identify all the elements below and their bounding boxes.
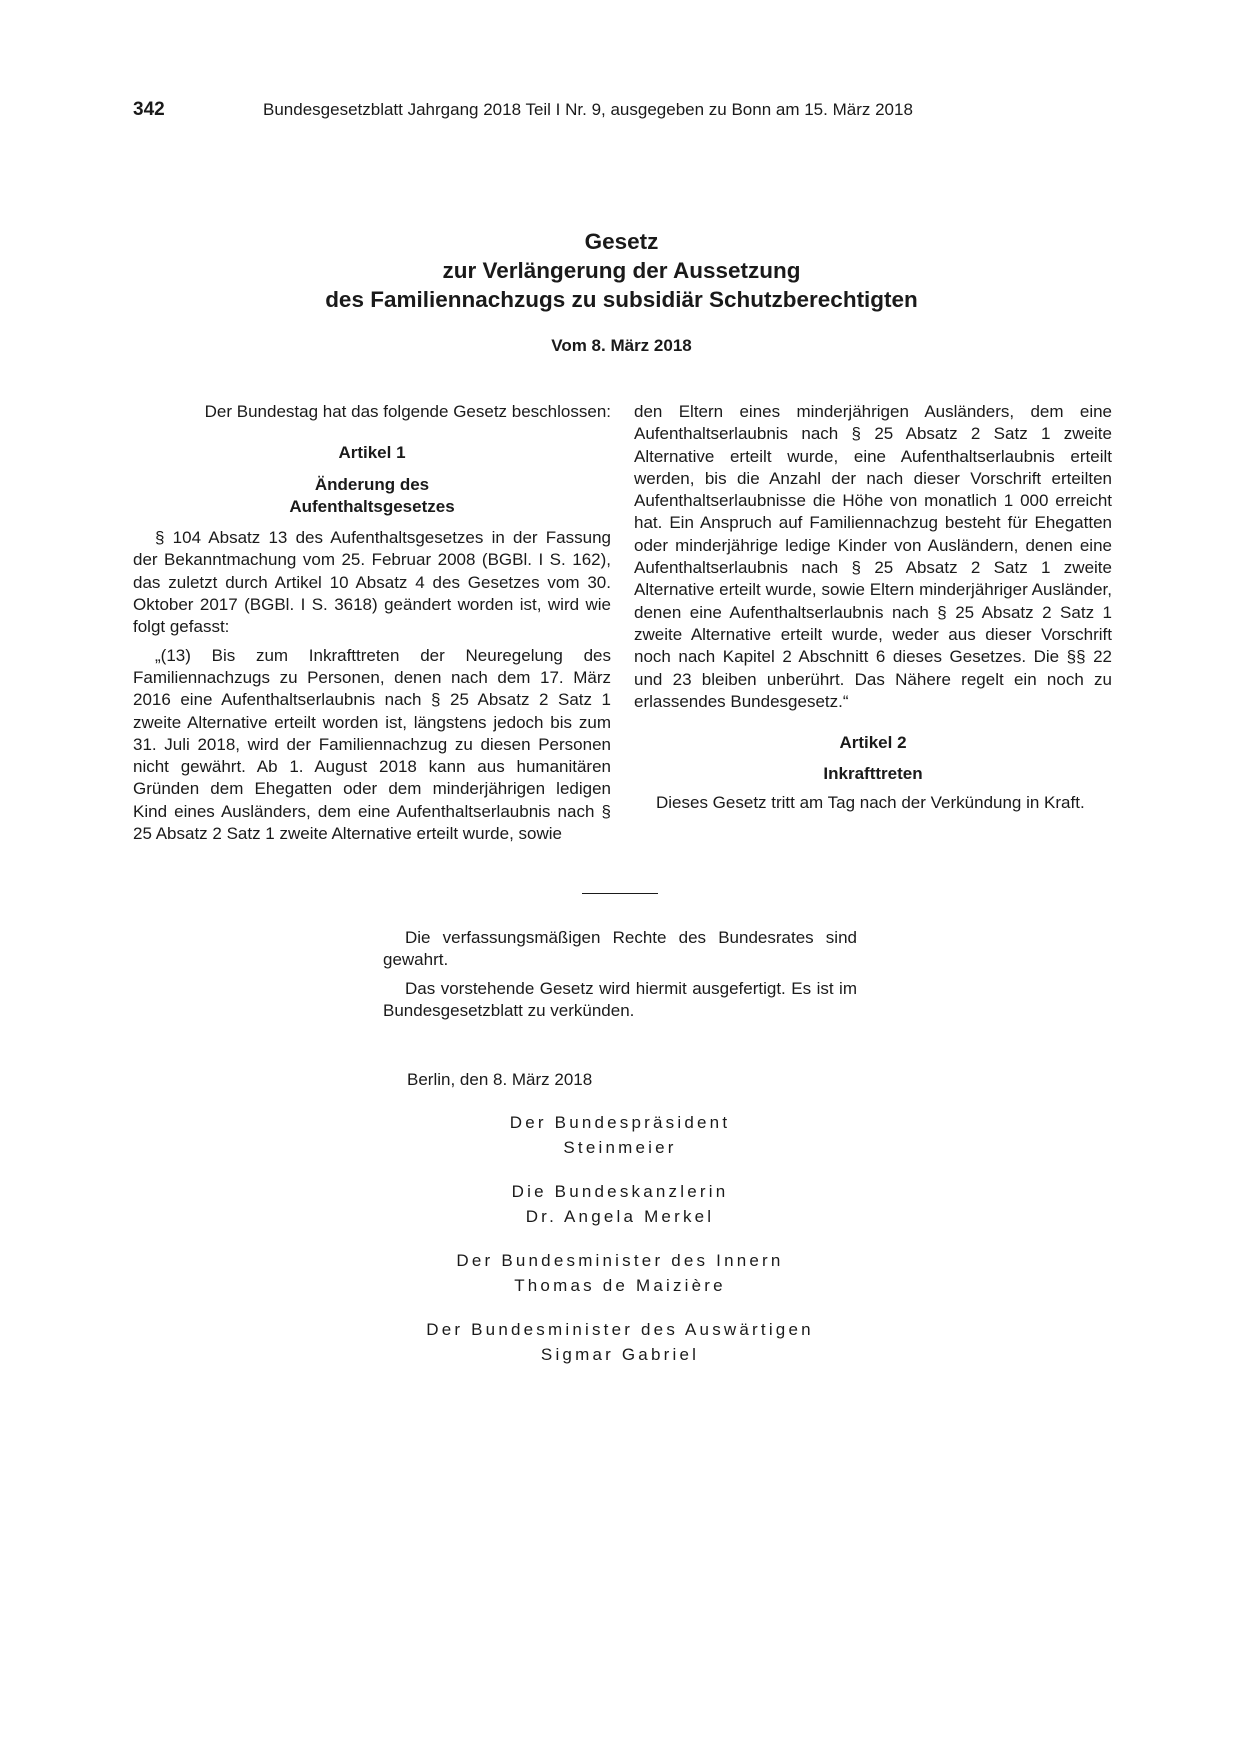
page-header (133, 99, 1113, 123)
signatory-name: Dr. Angela Merkel (525, 1206, 715, 1226)
signatory-office: Die Bundeskanzlerin (511, 1182, 729, 1201)
article-1-paragraph-2-part-2: den Eltern eines minderjährigen Ausländers, dem eine Aufenthaltserlaubnis nach § 25 Absatz 2 Satz 1 zweite Alternative erteilt wurde, eine Aufenthaltserlaubnis erteilt werden, bis die Anzahl der nach dieser Vorschrift erteilten Aufenthaltserlaubnisse die Höhe von monatlich 1 000 erreicht hat. Ein Anspruch auf Familiennachzug besteht für Ehegatten oder minderjährige ledige Kinder von Ausländern, denen eine Aufenthaltserlaubnis nach § 25 Absatz 2 Satz 1 zweite Alternative erteilt wurde, sowie Eltern minderjähriger Ausländer, denen eine Aufenthaltserlaubnis nach § 25 Absatz 2 Satz 1 zweite Alternative erteilt wurde, weder aus dieser Vorschrift noch nach Kapitel 2 Abschnitt 6 dieses Gesetzes. Die §§ 22 und 23 bleiben unberührt. Das Nähere regelt ein noch zu erlassendes Bundesgesetz.“ (634, 402, 1112, 711)
article-1-heading-line-1: Änderung des (314, 474, 430, 494)
law-title-line-1: Gesetz (584, 229, 659, 254)
closing-paragraph-2: Das vorstehende Gesetz wird hiermit ausgefertigt. Es ist im Bundesgesetzblatt zu verkünden. (383, 978, 857, 1020)
gazette-citation: Bundesgesetzblatt Jahrgang 2018 Teil I Nr. 9, ausgegeben zu Bonn am 15. März 2018 (263, 100, 913, 119)
signatory-name: Sigmar Gabriel (540, 1344, 700, 1364)
signatory (383, 1249, 857, 1298)
signatory (383, 1318, 857, 1367)
intro-text: Der Bundestag hat das folgende Gesetz beschlossen: (204, 402, 611, 421)
article-2-heading: Inkrafttreten (823, 764, 923, 784)
law-title (120, 227, 1123, 314)
signatory-office: Der Bundesminister des Innern (456, 1251, 784, 1270)
left-column (133, 401, 611, 845)
signatory (383, 1180, 857, 1229)
page-number: 342 (133, 99, 165, 120)
signatory-name: Steinmeier (563, 1137, 677, 1157)
article-1-heading-line-2: Aufenthaltsgesetzes (289, 496, 455, 516)
article-1-paragraph-1: § 104 Absatz 13 des Aufenthaltsgesetzes in der Fassung der Bekanntmachung vom 25. Februar 2008 (BGBl. I S. 162), das zuletzt durch Artikel 10 Absatz 4 des Gesetzes vom 30. Oktober 2017 (BGBl. I S. 3618) geändert worden ist, wird wie folgt gefasst: (133, 528, 611, 637)
closing-paragraph-1: Die verfassungsmäßigen Rechte des Bundesrates sind gewahrt. (383, 928, 857, 970)
signatory (383, 1111, 857, 1160)
signature-block (383, 1111, 857, 1387)
article-1-paragraph-2-part-1: „(13) Bis zum Inkrafttreten der Neuregelung des Familiennachzugs zu Personen, denen nach dem 17. März 2016 eine Aufenthaltserlaubnis nach § 25 Absatz 2 Satz 1 zweite Alternative erteilt worden ist, längstens jedoch bis zum 31. Juli 2018, wird der Familiennachzug zu diesen Personen nicht gewährt. Ab 1. August 2018 kann aus humanitären Gründen dem Ehegatten oder dem minderjährigen ledigen Kind eines Ausländers, dem eine Aufenthaltserlaubnis nach § 25 Absatz 2 Satz 1 zweite Alternative erteilt wurde, sowie (133, 645, 611, 844)
place-and-date: Berlin, den 8. März 2018 (407, 1070, 593, 1089)
article-1-label: Artikel 1 (338, 443, 406, 463)
closing-section (383, 927, 857, 1022)
article-2-label: Artikel 2 (839, 733, 907, 753)
article-2-text: Dieses Gesetz tritt am Tag nach der Verkündung in Kraft. (656, 792, 1085, 812)
separator-rule (582, 893, 658, 894)
law-title-line-2: zur Verlängerung der Aussetzung (442, 258, 801, 283)
right-column (634, 401, 1112, 814)
law-date: Vom 8. März 2018 (551, 336, 692, 355)
signatory-name: Thomas de Maizière (514, 1275, 726, 1295)
law-title-line-3: des Familiennachzugs zu subsidiär Schutzberechtigten (325, 287, 918, 312)
signatory-office: Der Bundesminister des Auswärtigen (426, 1320, 814, 1339)
signatory-office: Der Bundespräsident (509, 1113, 731, 1132)
